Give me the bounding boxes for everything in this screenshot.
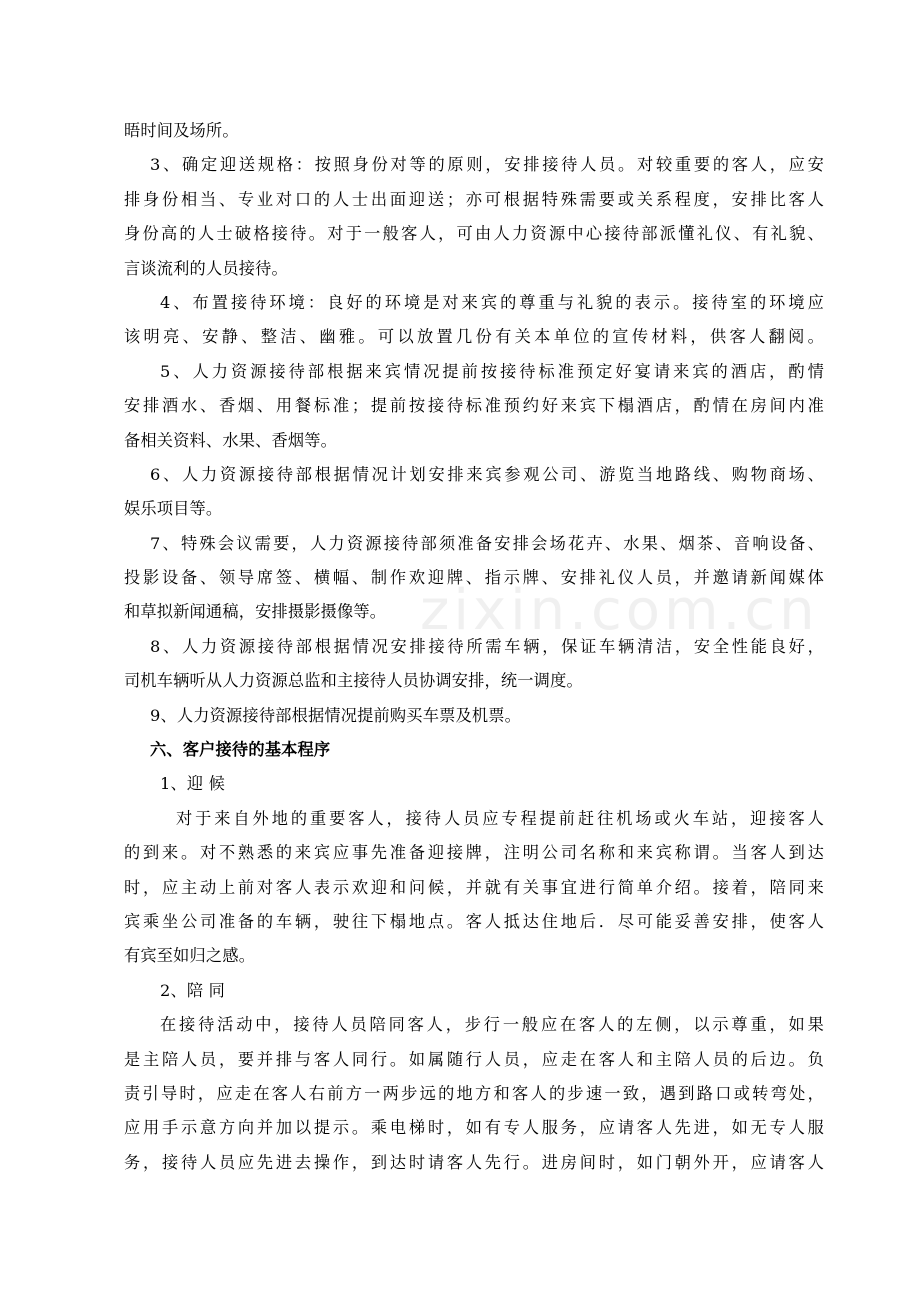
paragraph-line: 言谈流利的人员接待。 (124, 258, 288, 278)
paragraph-line: 责引导时，应走在客人右前方一两步远的地方和客人的步速一致，遇到路口或转弯处， (124, 1083, 824, 1103)
paragraph-line: 司机车辆听从人力资源总监和主接待人员协调安排，统一调度。 (124, 671, 583, 691)
paragraph-line: 娱乐项目等。 (124, 499, 223, 519)
paragraph-line: 有宾至如归之感。 (124, 946, 256, 966)
subsection-heading: 2、陪 同 (160, 980, 226, 1000)
paragraph-line: 在接待活动中，接待人员陪同客人，步行一般应在客人的左侧，以示尊重，如果 (160, 1015, 824, 1035)
section-heading: 六、客户接待的基本程序 (150, 740, 331, 760)
paragraph-line: 该明亮、安静、整洁、幽雅。可以放置几份有关本单位的宣传材料，供客人翻阅。 (124, 327, 824, 347)
paragraph-line: 身份高的人士破格接待。对于一般客人，可由人力资源中心接待部派懂礼仪、有礼貌、 (124, 224, 824, 244)
watermark: zixin.com.cn (420, 578, 819, 643)
paragraph-line: 5、人力资源接待部根据来宾情况提前按接待标准预定好宴请来宾的酒店，酌情 (160, 361, 824, 381)
paragraph-line: 务，接待人员应先进去操作，到达时请客人先行。进房间时，如门朝外开，应请客人 (124, 1152, 824, 1172)
paragraph-line: 时，应主动上前对客人表示欢迎和问候，并就有关事宜进行简单介绍。接着，陪同来 (124, 877, 824, 897)
paragraph-line: 7、特殊会议需要，人力资源接待部须准备安排会场花卉、水果、烟茶、音响设备、 (150, 533, 824, 553)
paragraph-line: 应用手示意方向并加以提示。乘电梯时，如有专人服务，应请客人先进，如无专人服 (124, 1118, 824, 1138)
paragraph-line: 9、人力资源接待部根据情况提前购买车票及机票。 (150, 705, 522, 725)
paragraph-line: 8、人力资源接待部根据情况安排接待所需车辆，保证车辆清洁，安全性能良好， (150, 636, 824, 656)
subsection-heading: 1、迎 候 (160, 774, 226, 794)
paragraph-line: 对于来自外地的重要客人，接待人员应专程提前赶往机场或火车站，迎接客人 (176, 808, 824, 828)
paragraph-line: 排身份相当、专业对口的人士出面迎送；亦可根据特殊需要或关系程度，安排比客人 (124, 189, 824, 209)
document-body (124, 114, 824, 1180)
paragraph-line: 宾乘坐公司准备的车辆，驶往下榻地点。客人抵达住地后．尽可能妥善安排，使客人 (124, 911, 824, 931)
paragraph-line: 投影设备、领导席签、横幅、制作欢迎牌、指示牌、安排礼仪人员，并邀请新闻媒体 (124, 568, 824, 588)
paragraph-line: 6、人力资源接待部根据情况计划安排来宾参观公司、游览当地路线、购物商场、 (150, 464, 824, 484)
paragraph-line: 晤时间及场所。 (124, 121, 239, 140)
paragraph-line: 备相关资料、水果、香烟等。 (124, 430, 338, 450)
paragraph-line: 是主陪人员，要并排与客人同行。如属随行人员，应走在客人和主陪人员的后边。负 (124, 1049, 824, 1069)
paragraph-line: 和草拟新闻通稿，安排摄影摄像等。 (124, 602, 387, 622)
paragraph-line: 安排酒水、香烟、用餐标准；提前按接待标准预约好来宾下榻酒店，酌情在房间内准 (124, 396, 824, 416)
paragraph-line: 的到来。对不熟悉的来宾应事先准备迎接牌，注明公司名称和来宾称谓。当客人到达 (124, 843, 824, 863)
paragraph-line: 3、确定迎送规格：按照身份对等的原则，安排接待人员。对较重要的客人，应安 (150, 155, 824, 175)
paragraph-line: 4、布置接待环境：良好的环境是对来宾的尊重与礼貌的表示。接待室的环境应 (160, 292, 824, 312)
